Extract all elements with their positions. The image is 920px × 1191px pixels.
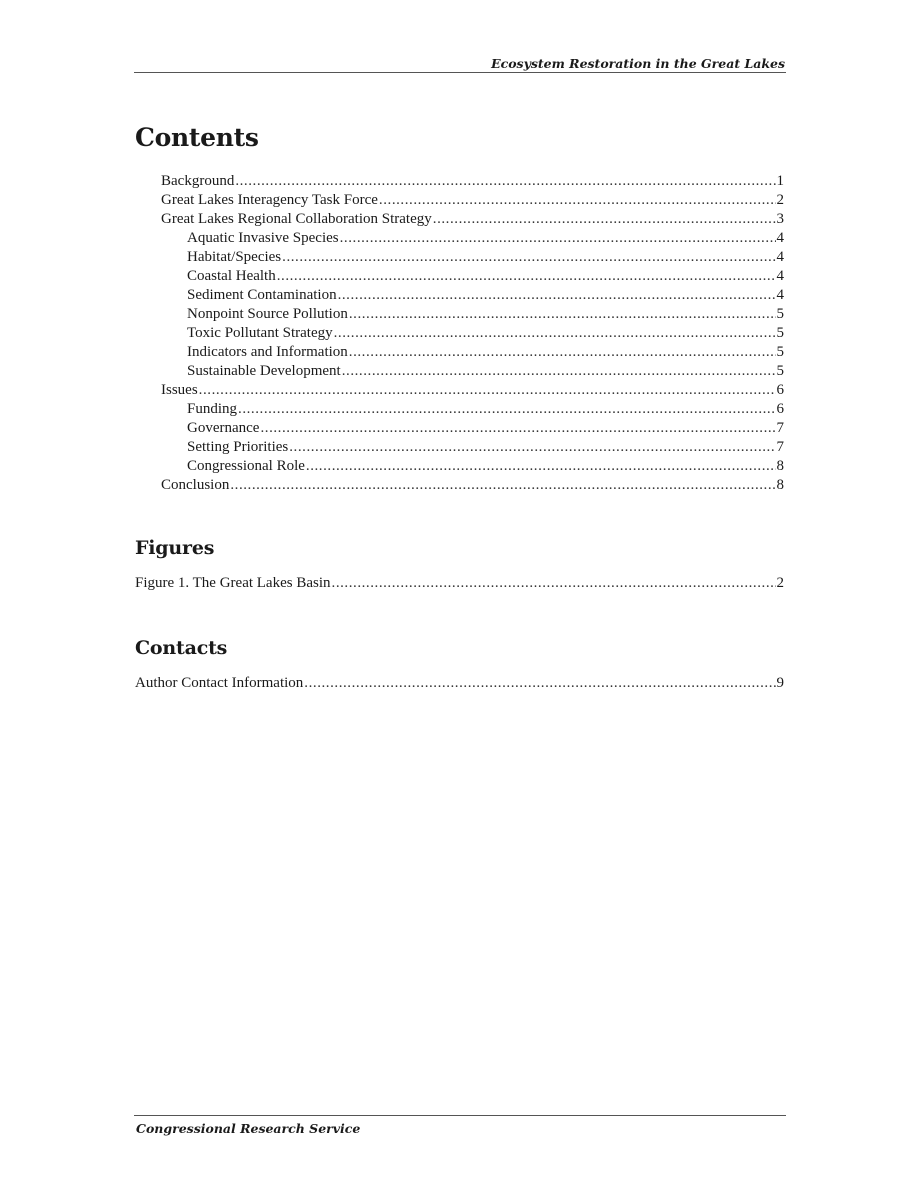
- dot-leader: [282, 248, 775, 267]
- toc-entry[interactable]: [161, 400, 784, 419]
- toc-entry-page-number: 4: [776, 287, 784, 303]
- toc-entry-page-number: 8: [776, 477, 784, 493]
- toc-entry-page-number: 4: [776, 268, 784, 284]
- toc-entry-label: Issues: [161, 382, 198, 398]
- toc-entry[interactable]: [161, 286, 784, 305]
- toc-entry[interactable]: [161, 229, 784, 248]
- dot-leader: [349, 305, 776, 324]
- toc-entry-label: Author Contact Information: [135, 675, 304, 691]
- header-title: Ecosystem Restoration in the Great Lakes: [491, 56, 785, 71]
- toc-entry[interactable]: [161, 191, 784, 210]
- toc-entry[interactable]: [161, 172, 784, 191]
- contacts-heading: Contacts: [135, 637, 228, 659]
- toc-entry-page-number: 9: [776, 675, 784, 691]
- dot-leader: [289, 438, 775, 457]
- dot-leader: [334, 324, 776, 343]
- figures-heading: Figures: [135, 537, 215, 559]
- contacts-list: [135, 674, 784, 693]
- dot-leader: [238, 400, 775, 419]
- dot-leader: [379, 191, 776, 210]
- dot-leader: [306, 457, 776, 476]
- toc-entry-label: Sediment Contamination: [187, 287, 337, 303]
- toc-entry[interactable]: [161, 438, 784, 457]
- toc-entry-page-number: 1: [776, 173, 784, 189]
- running-header: [134, 55, 786, 73]
- toc-entry-label: Habitat/Species: [187, 249, 282, 265]
- toc-entry[interactable]: [161, 362, 784, 381]
- toc-entry-label: Funding: [187, 401, 238, 417]
- toc-entry-label: Toxic Pollutant Strategy: [187, 325, 333, 341]
- dot-leader: [340, 229, 776, 248]
- toc-entry-page-number: 2: [776, 575, 784, 591]
- toc-entry[interactable]: [161, 381, 784, 400]
- toc-entry-label: Aquatic Invasive Species: [187, 230, 339, 246]
- toc-entry-label: Sustainable Development: [187, 363, 341, 379]
- figures-list: [135, 574, 784, 593]
- dot-leader: [277, 267, 776, 286]
- dot-leader: [349, 343, 776, 362]
- toc-entry-page-number: 7: [776, 420, 784, 436]
- toc-entry-page-number: 5: [776, 344, 784, 360]
- toc-entry-page-number: 5: [776, 325, 784, 341]
- dot-leader: [199, 381, 776, 400]
- toc-entry-label: Great Lakes Regional Collaboration Strategy: [161, 211, 432, 227]
- dot-leader: [332, 574, 776, 593]
- toc-entry[interactable]: [161, 267, 784, 286]
- toc-entry-page-number: 4: [776, 249, 784, 265]
- toc-entry-label: Setting Priorities: [187, 439, 289, 455]
- toc-entry-page-number: 7: [776, 439, 784, 455]
- dot-leader: [304, 674, 775, 693]
- toc-entry[interactable]: [161, 248, 784, 267]
- toc-entry-label: Nonpoint Source Pollution: [187, 306, 348, 322]
- toc-entry-page-number: 6: [776, 382, 784, 398]
- toc-entry[interactable]: [161, 305, 784, 324]
- toc-entry[interactable]: [161, 457, 784, 476]
- toc-entry-label: Congressional Role: [187, 458, 305, 474]
- toc-entry-page-number: 3: [776, 211, 784, 227]
- toc-entry-page-number: 5: [776, 363, 784, 379]
- dot-leader: [433, 210, 776, 229]
- toc-entry-label: Indicators and Information: [187, 344, 348, 360]
- contents-heading: Contents: [135, 123, 259, 152]
- toc-entry[interactable]: [161, 419, 784, 438]
- toc-entry[interactable]: [135, 674, 784, 693]
- toc-entry-page-number: 2: [776, 192, 784, 208]
- dot-leader: [230, 476, 775, 495]
- toc-entry-label: Figure 1. The Great Lakes Basin: [135, 575, 331, 591]
- dot-leader: [338, 286, 776, 305]
- toc-entry-label: Conclusion: [161, 477, 230, 493]
- toc-entry-label: Great Lakes Interagency Task Force: [161, 192, 378, 208]
- toc-entry[interactable]: [161, 324, 784, 343]
- running-footer: [134, 1115, 786, 1136]
- dot-leader: [235, 172, 775, 191]
- toc-entry-page-number: 8: [776, 458, 784, 474]
- toc-entry-label: Coastal Health: [187, 268, 276, 284]
- toc-entry-label: Governance: [187, 420, 260, 436]
- toc-entry[interactable]: [161, 476, 784, 495]
- dot-leader: [342, 362, 776, 381]
- toc-entry[interactable]: [161, 343, 784, 362]
- toc-entry-page-number: 6: [776, 401, 784, 417]
- contents-list: [161, 172, 784, 495]
- toc-entry[interactable]: [161, 210, 784, 229]
- footer-title: Congressional Research Service: [136, 1121, 361, 1136]
- dot-leader: [260, 419, 775, 438]
- toc-entry-page-number: 4: [776, 230, 784, 246]
- toc-entry-label: Background: [161, 173, 235, 189]
- toc-entry-page-number: 5: [776, 306, 784, 322]
- toc-entry[interactable]: [135, 574, 784, 593]
